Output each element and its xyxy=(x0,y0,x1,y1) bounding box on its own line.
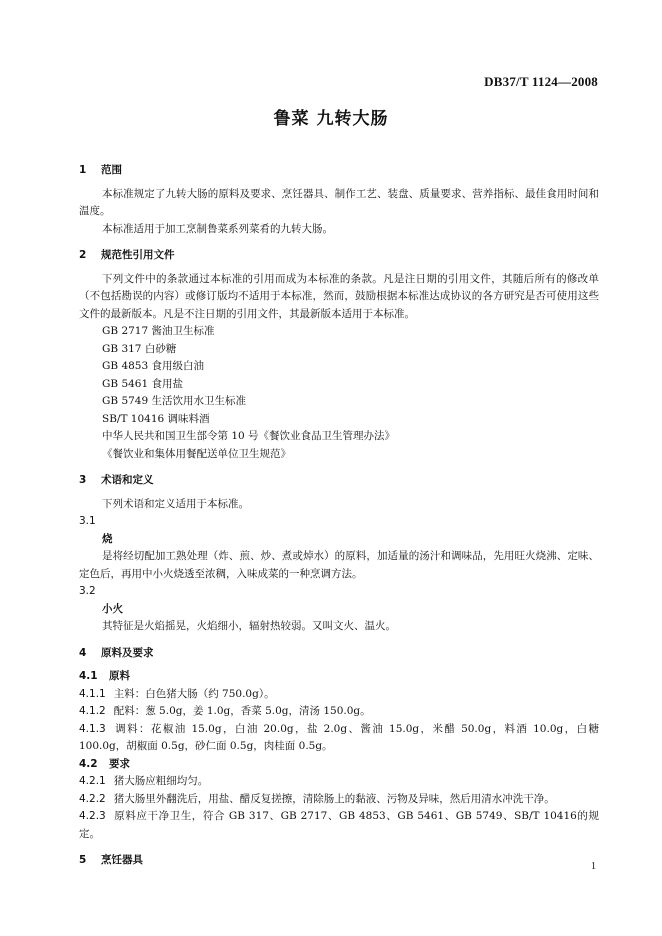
term-number: 3.2 xyxy=(79,585,96,597)
terms-intro: 下列术语和定义适用于本标准。 xyxy=(102,497,249,510)
reference-item: GB 5461 食用盐 xyxy=(102,377,184,390)
reference-item: GB 5749 生活饮用水卫生标准 xyxy=(102,395,247,407)
section-heading-references: 2 规范性引用文件 xyxy=(79,249,175,261)
term-definition: 其特征是火焰摇晃，火焰细小，辐射热较弱。又叫文火、温火。 xyxy=(102,620,396,632)
page-number: 1 xyxy=(591,861,596,872)
term-word: 烧 xyxy=(102,532,113,545)
section-heading-scope: 1 范围 xyxy=(79,164,122,176)
term-word: 小火 xyxy=(102,602,123,615)
reference-item: GB 317 白砂糖 xyxy=(102,342,177,355)
term-number: 3.1 xyxy=(79,515,96,527)
document-title: 鲁菜 九转大肠 xyxy=(273,109,389,129)
document-body xyxy=(79,162,599,870)
subsection-heading: 4.1 原料 xyxy=(79,670,130,682)
clause-item: 4.1.3 调料：花椒油 15.0g，白油 20.0g，盐 2.0g、酱油 15.0g，米醋 50.0g，料酒 10.0g，白糖 100.0g，胡椒面 0.5g，砂仁面 0.5g，肉桂面 0.5g。 xyxy=(79,722,599,752)
clause-item: 4.2.2 猪大肠里外翻洗后，用盐、醋反复搓擦，清除肠上的黏液、污物及异味，然后用清水冲洗干净。 xyxy=(79,792,555,805)
clause-item: 4.2.1 猪大肠应粗细均匀。 xyxy=(79,775,209,787)
reference-item: SB/T 10416 调味料酒 xyxy=(102,412,210,425)
scope-paragraph-2: 本标准适用于加工烹制鲁菜系列菜肴的九转大肠。 xyxy=(102,222,333,235)
section-heading-terms: 3 术语和定义 xyxy=(79,474,154,486)
clause-item: 4.1.1 主料：白色猪大肠（约 750.0g）。 xyxy=(79,687,275,700)
subsection-heading: 4.2 要求 xyxy=(79,757,130,770)
section-heading-ingredients: 4 原料及要求 xyxy=(79,646,154,659)
term-definition: 是将经切配加工熟处理（炸、煎、炒、煮或焯水）的原料，加适量的汤汁和调味品，先用旺火烧沸、定味、定色后，再用中小火烧透至浓稠，入味成菜的一种烹调方法。 xyxy=(79,550,599,580)
section-heading-cookware: 5 烹饪器具 xyxy=(79,854,143,866)
clause-item: 4.2.3 原料应干净卫生，符合 GB 317、GB 2717、GB 4853、GB 5461、GB 5749、SB/T 10416的规定。 xyxy=(79,810,599,840)
references-intro: 下列文件中的条款通过本标准的引用而成为本标准的条款。凡是注日期的引用文件，其随后所有的修改单（不包括勘误的内容）或修订版均不适用于本标准，然而，鼓励根据本标准达成协议的各方研究是否可使用这些文件的最新版本。凡是不注日期的引用文件，其最新版本适用于本标准。 xyxy=(79,272,599,320)
reference-item: 《餐饮业和集体用餐配送单位卫生规范》 xyxy=(102,447,291,460)
reference-item: GB 2717 酱油卫生标准 xyxy=(102,325,215,337)
scope-paragraph-1: 本标准规定了九转大肠的原料及要求、烹饪器具、制作工艺、装盘、质量要求、营养指标、最佳食用时间和温度。 xyxy=(79,187,599,217)
reference-item: 中华人民共和国卫生部令第 10 号《餐饮业食品卫生管理办法》 xyxy=(102,430,396,442)
clause-item: 4.1.2 配料：葱 5.0g，姜 1.0g，香菜 5.0g，清汤 150.0g。 xyxy=(79,705,371,717)
standard-code: DB37/T 1124—2008 xyxy=(484,74,598,89)
reference-item: GB 4853 食用级白油 xyxy=(102,360,205,372)
